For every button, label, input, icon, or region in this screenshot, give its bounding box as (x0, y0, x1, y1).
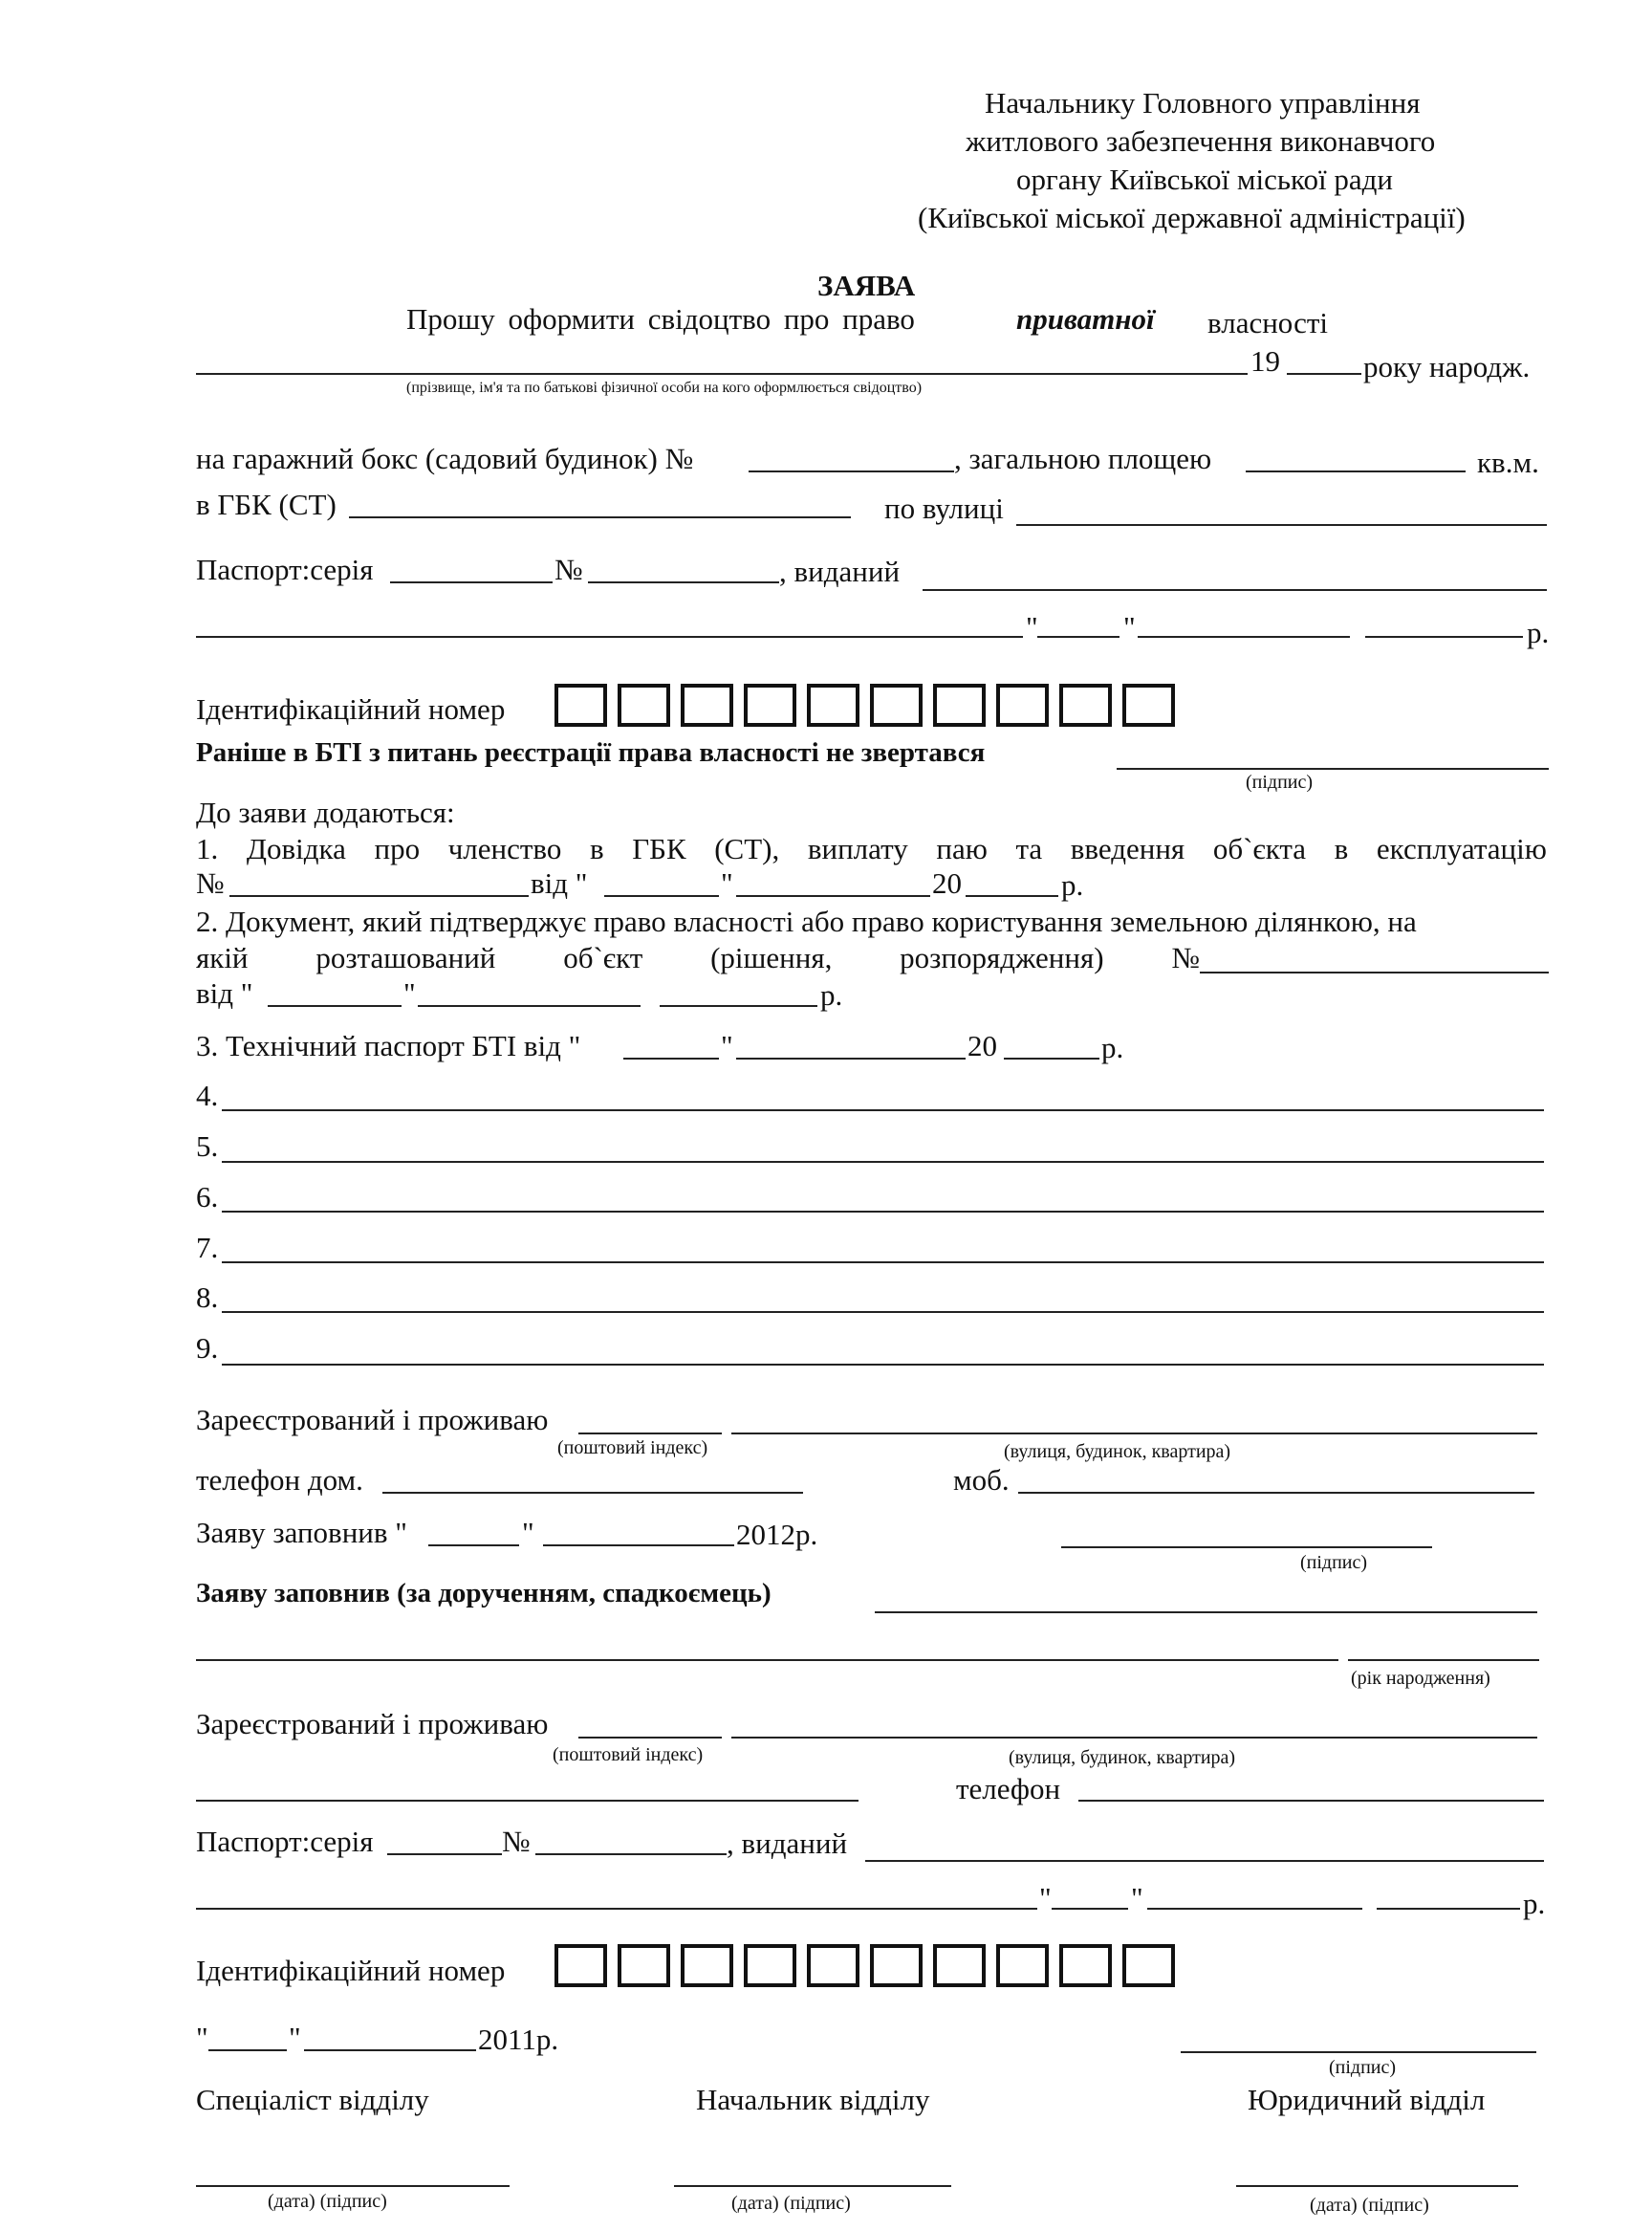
birth-year-prefix: 19 (1250, 344, 1280, 378)
passport1-issued-by-field[interactable] (923, 589, 1547, 591)
date-day-field[interactable] (208, 2049, 287, 2051)
id1-digit-box[interactable] (744, 684, 796, 727)
registration2-postal-hint: (поштовий індекс) (553, 1744, 704, 1765)
attachment-1-day-field[interactable] (604, 895, 719, 897)
gbk-field[interactable] (349, 516, 851, 518)
passport1-year-suffix: р. (1527, 616, 1550, 649)
garage-number-field[interactable] (749, 470, 954, 472)
passport1-quote-close: " (1123, 610, 1136, 644)
registration1-postal-hint: (поштовий індекс) (557, 1437, 708, 1458)
registration2-address-field-2[interactable] (196, 1800, 859, 1802)
passport1-quote-open: " (1026, 610, 1038, 644)
attachment-number-5: 5. (196, 1129, 219, 1163)
attachment-2-from: від " (196, 976, 253, 1010)
birth-year-suffix: року народж. (1363, 350, 1531, 383)
passport1-issued-label: , виданий (779, 555, 901, 588)
word: Довідка (246, 832, 346, 865)
attachment-2-quote: " (403, 976, 416, 1010)
garage-label: на гаражний бокс (садовий будинок) № (196, 442, 694, 475)
head-signature-field[interactable] (674, 2185, 951, 2187)
passport2-number-field[interactable] (535, 1853, 727, 1855)
head-label: Начальник відділу (696, 2083, 930, 2116)
registration2-phone-label: телефон (956, 1772, 1061, 1805)
passport2-issued-by-field[interactable] (865, 1860, 1544, 1862)
passport1-number-label: № (554, 553, 583, 586)
proxy-birth-year-field[interactable] (1348, 1659, 1539, 1661)
request-text-end: власності (1207, 306, 1328, 339)
document-title: ЗАЯВА (817, 269, 916, 302)
specialist-label: Спеціаліст відділу (196, 2083, 429, 2116)
attachment-1-quote: " (721, 866, 733, 900)
attachment-3-day-field[interactable] (623, 1058, 719, 1060)
street-label: по вулиці (884, 492, 1004, 525)
registration2-postal-field[interactable] (578, 1737, 722, 1739)
request-text: Прошу оформити свідоцтво про право (406, 302, 915, 336)
addressee-line-4: (Київської міської державної адміністрації) (918, 201, 1466, 234)
date-quote-close: " (289, 2021, 301, 2054)
passport1-series-label: Паспорт:серія (196, 553, 374, 586)
id1-digit-box[interactable] (554, 684, 607, 727)
legal-signature-field[interactable] (1236, 2185, 1518, 2187)
bti-signature-hint: (підпис) (1246, 772, 1314, 793)
attachments-header: До заяви додаються: (196, 796, 455, 829)
id1-digit-box[interactable] (681, 684, 733, 727)
attachment-1-year-field[interactable] (966, 895, 1058, 897)
proxy-birth-hint: (рік народження) (1351, 1668, 1490, 1689)
registration1-label: Зареєстрований і проживаю (196, 1403, 549, 1436)
filled-quote: " (522, 1516, 534, 1549)
passport2-series-label: Паспорт:серія (196, 1825, 374, 1858)
id1-digit-box[interactable] (933, 684, 986, 727)
passport2-quote-close: " (1131, 1881, 1143, 1914)
passport2-quote-open: " (1039, 1881, 1052, 1914)
attachment-2-day-field[interactable] (268, 1005, 402, 1007)
id2-digit-box[interactable] (1059, 1944, 1112, 1987)
word: № (1171, 941, 1200, 974)
word: введення (1070, 832, 1185, 865)
filled-signature-hint: (підпис) (1300, 1552, 1368, 1573)
id1-digit-box[interactable] (870, 684, 923, 727)
area-field[interactable] (1246, 470, 1466, 472)
bti-statement: Раніше в БТІ з питань реєстрації права власності не звертався (196, 737, 986, 768)
proxy-label: Заяву заповнив (за дорученням, спадкоємець) (196, 1578, 772, 1608)
addressee-line-2: житлового забезпечення виконавчого (966, 124, 1436, 158)
attachment-2-number-field[interactable] (1200, 972, 1549, 973)
word: в (1334, 832, 1349, 865)
word: експлуатацію (1376, 832, 1547, 865)
passport2-month-field[interactable] (1147, 1908, 1362, 1910)
attachment-2-text-2 (196, 943, 1200, 973)
attachment-1-no: № (196, 866, 225, 900)
attachment-number-9: 9. (196, 1331, 219, 1365)
registration1-address-hint: (вулиця, будинок, квартира) (1004, 1441, 1231, 1462)
final-signature-hint: (підпис) (1329, 2057, 1397, 2078)
passport2-year-field[interactable] (1377, 1908, 1520, 1910)
passport1-issued-by-field-2[interactable] (196, 636, 1023, 638)
attachment-number-4: 4. (196, 1079, 219, 1112)
attachment-3-month-field[interactable] (736, 1058, 966, 1060)
attachment-3-year-suffix: р. (1101, 1031, 1124, 1064)
attachment-3-year-field[interactable] (1004, 1058, 1099, 1060)
word: 1. (196, 832, 219, 865)
word: розпорядження) (900, 941, 1104, 974)
passport1-day-field[interactable] (1037, 636, 1119, 638)
filled-label: Заяву заповнив " (196, 1516, 407, 1549)
id1-digit-box[interactable] (618, 684, 670, 727)
proxy-name-field[interactable] (875, 1611, 1537, 1613)
id1-digit-box[interactable] (996, 684, 1049, 727)
attachment-6-field[interactable] (222, 1211, 1544, 1213)
id1-boxes (554, 684, 1175, 727)
word: в (589, 832, 604, 865)
passport1-number-field[interactable] (588, 581, 779, 583)
id2-digit-box[interactable] (933, 1944, 986, 1987)
attachment-number-8: 8. (196, 1280, 219, 1314)
street-field[interactable] (1016, 524, 1547, 526)
attachment-3-quote: " (721, 1029, 733, 1062)
area-unit: кв.м. (1477, 446, 1539, 479)
word: паю (936, 832, 988, 865)
attachment-3-century: 20 (967, 1029, 997, 1062)
passport2-day-field[interactable] (1052, 1908, 1128, 1910)
filled-month-field[interactable] (543, 1544, 734, 1546)
date-year: 2011р. (478, 2023, 559, 2056)
mobile-label: моб. (953, 1463, 1010, 1497)
passport1-year-field[interactable] (1365, 636, 1523, 638)
legal-label: Юридичний відділ (1248, 2083, 1486, 2116)
word: ГБК (632, 832, 686, 865)
passport2-issued-by-field-2[interactable] (196, 1908, 1037, 1910)
id1-digit-box[interactable] (1059, 684, 1112, 727)
attachment-1-text (196, 834, 1547, 864)
attachment-1-month-field[interactable] (736, 895, 930, 897)
id1-digit-box[interactable] (1122, 684, 1175, 727)
addressee-line-3: органу Київської міської ради (1016, 163, 1393, 196)
registration1-address-field[interactable] (731, 1433, 1537, 1434)
request-ownership-type: приватної (1016, 302, 1155, 336)
id2-digit-box[interactable] (681, 1944, 733, 1987)
birth-year-field[interactable] (1287, 373, 1361, 375)
attachment-2-year-field[interactable] (660, 1005, 817, 1007)
addressee-line-1: Начальнику Головного управління (985, 86, 1421, 120)
id2-digit-box[interactable] (870, 1944, 923, 1987)
registration2-address-field[interactable] (731, 1737, 1537, 1739)
word: та (1015, 832, 1043, 865)
registration2-address-hint: (вулиця, будинок, квартира) (1009, 1747, 1236, 1768)
passport2-year-suffix: р. (1523, 1887, 1546, 1920)
attachment-1-year-suffix: р. (1061, 868, 1084, 902)
word: виплату (807, 832, 908, 865)
home-phone-label: телефон дом. (196, 1463, 363, 1497)
date-quote-open: " (196, 2021, 208, 2054)
attachment-2-year-suffix: р. (820, 978, 843, 1012)
word: якій (196, 941, 249, 974)
proxy-name-field-2[interactable] (196, 1659, 1338, 1661)
id2-digit-box[interactable] (618, 1944, 670, 1987)
id2-digit-box[interactable] (744, 1944, 796, 1987)
word: об`єкта (1212, 832, 1307, 865)
legal-signature-hint: (дата) (підпис) (1310, 2195, 1429, 2216)
attachment-2-text: 2. Документ, який підтверджує право власності або право користування земельною ділянкою, на (196, 905, 1417, 938)
specialist-signature-field[interactable] (196, 2185, 510, 2187)
id1-digit-box[interactable] (807, 684, 859, 727)
registration1-postal-field[interactable] (578, 1433, 722, 1434)
final-signature-field[interactable] (1181, 2051, 1536, 2053)
attachment-1-number-field[interactable] (229, 895, 529, 897)
home-phone-field[interactable] (382, 1492, 803, 1494)
head-signature-hint: (дата) (підпис) (731, 2193, 851, 2214)
attachment-1-from: від " (531, 866, 588, 900)
registration2-phone-field[interactable] (1078, 1800, 1544, 1802)
attachment-number-6: 6. (196, 1180, 219, 1214)
word: розташований (315, 941, 496, 974)
passport2-issued-label: , виданий (727, 1826, 848, 1860)
passport1-month-field[interactable] (1138, 636, 1350, 638)
attachment-3-text: 3. Технічний паспорт БТІ від " (196, 1029, 581, 1062)
word: членство (447, 832, 562, 865)
id1-label: Ідентифікаційний номер (196, 692, 506, 726)
attachment-number-7: 7. (196, 1231, 219, 1264)
registration2-label: Зареєстрований і проживаю (196, 1707, 549, 1740)
bti-signature-field[interactable] (1117, 768, 1549, 770)
passport2-series-field[interactable] (387, 1853, 502, 1855)
id2-digit-box[interactable] (807, 1944, 859, 1987)
mobile-field[interactable] (1018, 1492, 1534, 1494)
id2-digit-box[interactable] (554, 1944, 607, 1987)
attachment-8-field[interactable] (222, 1311, 1544, 1313)
attachment-2-month-field[interactable] (418, 1005, 641, 1007)
attachment-5-field[interactable] (222, 1161, 1544, 1163)
id2-digit-box[interactable] (996, 1944, 1049, 1987)
specialist-signature-hint: (дата) (підпис) (268, 2191, 387, 2212)
attachment-7-field[interactable] (222, 1261, 1544, 1263)
filled-signature-field[interactable] (1061, 1546, 1432, 1548)
passport1-series-field[interactable] (390, 581, 553, 583)
date-month-field[interactable] (304, 2049, 476, 2051)
word: (рішення, (710, 941, 833, 974)
area-label: , загальною площею (954, 442, 1212, 475)
id2-digit-box[interactable] (1122, 1944, 1175, 1987)
word: про (374, 832, 421, 865)
gbk-label: в ГБК (СТ) (196, 488, 337, 521)
owner-name-hint: (прізвище, ім'я та по батькові фізичної особи на кого оформлюється свідоцтво) (406, 380, 923, 396)
filled-day-field[interactable] (428, 1544, 519, 1546)
owner-name-field[interactable] (196, 373, 1248, 375)
filled-year: 2012р. (736, 1518, 818, 1551)
word: (СТ), (714, 832, 780, 865)
word: об`єкт (563, 941, 643, 974)
id2-boxes (554, 1944, 1175, 1987)
attachment-1-century: 20 (932, 866, 962, 900)
attachment-4-field[interactable] (222, 1109, 1544, 1111)
attachment-9-field[interactable] (222, 1364, 1544, 1366)
passport2-number-label: № (502, 1825, 531, 1858)
id2-label: Ідентифікаційний номер (196, 1954, 506, 1987)
